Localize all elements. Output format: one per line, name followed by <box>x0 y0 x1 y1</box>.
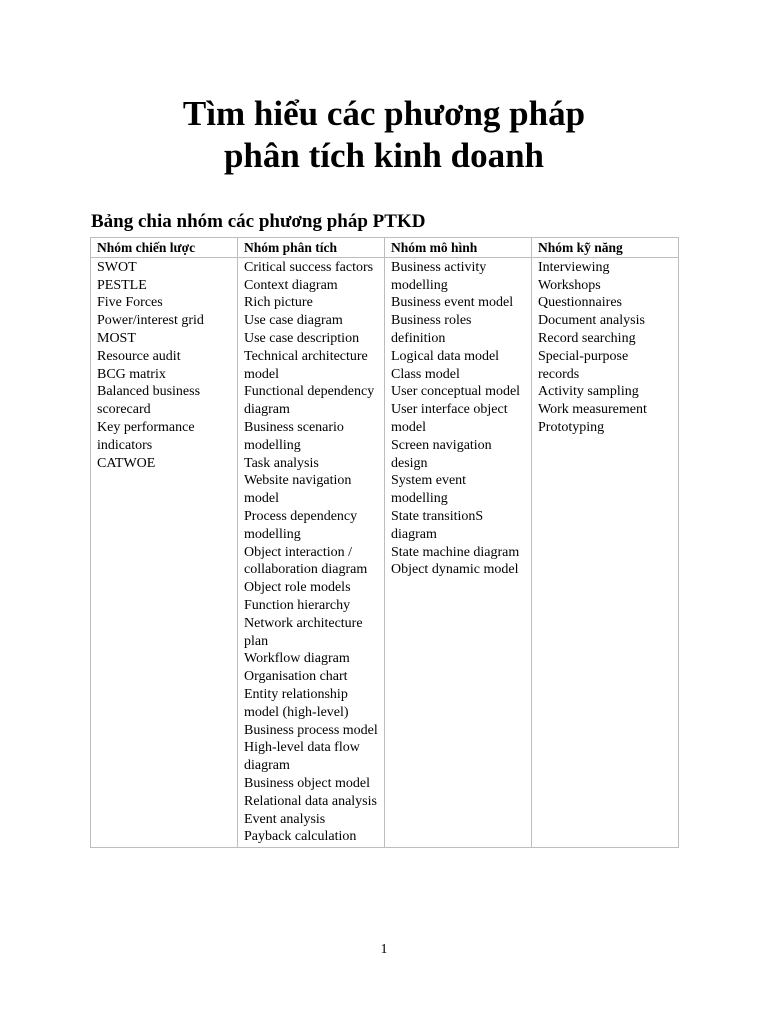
method-item: Business roles definition <box>391 313 472 346</box>
document-title <box>0 93 768 177</box>
method-item: Prototyping <box>538 419 605 435</box>
method-list <box>538 259 672 437</box>
modelling-group-cell <box>385 257 532 847</box>
method-item: Business scenario modelling <box>244 419 344 453</box>
method-item: PESTLE <box>97 277 147 293</box>
method-item: Workflow diagram <box>244 651 350 667</box>
method-item: Five Forces <box>97 295 163 311</box>
method-item: Use case diagram <box>244 313 343 329</box>
method-item: Screen navigation design <box>391 437 492 471</box>
method-item: CATWOE <box>97 455 156 471</box>
method-item: Logical data model <box>391 348 500 364</box>
method-item: State transitionS diagram <box>391 508 484 542</box>
method-item: Business process model <box>244 722 378 738</box>
method-item: Process dependency modelling <box>244 508 358 542</box>
method-item: Critical success factors <box>244 259 374 275</box>
method-item: Workshops <box>538 277 601 293</box>
method-item: Network architecture plan <box>244 615 363 649</box>
methods-table <box>90 237 679 848</box>
method-item: Object role models <box>244 580 351 596</box>
method-item: State machine diagram <box>391 544 520 560</box>
method-item: Business object model <box>244 775 370 791</box>
method-item: BCG matrix <box>97 366 166 382</box>
table-row <box>91 257 679 847</box>
method-item: Payback calculation <box>244 829 357 845</box>
method-item: Business activity modelling <box>391 259 487 293</box>
document-title-line-2: phân tích kinh doanh <box>223 136 545 175</box>
method-item: Document analysis <box>538 313 645 329</box>
method-item: Task analysis <box>244 455 319 471</box>
method-item: Object dynamic model <box>391 562 519 578</box>
method-item: Activity sampling <box>538 384 639 400</box>
table-caption: Bảng chia nhóm các phương pháp PTKD <box>91 211 426 232</box>
method-item: Resource audit <box>97 348 181 364</box>
method-item: Function hierarchy <box>244 597 351 613</box>
header-skills-group: Nhóm kỹ năng <box>532 238 679 258</box>
method-list <box>97 259 231 473</box>
method-item: Organisation chart <box>244 669 348 685</box>
method-item: Key performance indicators <box>97 419 195 453</box>
method-item: User conceptual model <box>391 384 521 400</box>
method-list <box>391 259 525 579</box>
method-item: Website navigation model <box>244 473 352 507</box>
method-item: Context diagram <box>244 277 338 293</box>
analysis-group-cell <box>238 257 385 847</box>
method-item: Technical architecture model <box>244 348 368 382</box>
header-strategy-group: Nhóm chiến lược <box>91 238 238 258</box>
method-item: Functional dependency diagram <box>244 384 375 418</box>
method-item: MOST <box>97 330 136 346</box>
method-item: Object interaction / collaboration diagram <box>244 544 368 578</box>
method-item: Relational data analysis <box>244 793 377 809</box>
method-item: System event modelling <box>391 473 467 507</box>
method-item: SWOT <box>97 259 137 275</box>
page-number: 1 <box>380 942 388 957</box>
method-item: Interviewing <box>538 259 610 275</box>
header-analysis-group: Nhóm phân tích <box>238 238 385 258</box>
table-header-row <box>91 238 679 258</box>
method-item: Business event model <box>391 295 514 311</box>
skills-group-cell <box>532 257 679 847</box>
strategy-group-cell <box>91 257 238 847</box>
method-item: Work measurement <box>538 402 647 418</box>
header-modelling-group: Nhóm mô hình <box>385 238 532 258</box>
document-title-line-1: Tìm hiểu các phương pháp <box>182 94 586 133</box>
method-item: Event analysis <box>244 811 326 827</box>
method-item: Balanced business scorecard <box>97 384 201 418</box>
method-item: Use case description <box>244 330 360 346</box>
method-item: Class model <box>391 366 460 382</box>
method-item: Power/interest grid <box>97 313 204 329</box>
method-item: Questionnaires <box>538 295 622 311</box>
method-item: User interface object model <box>391 402 508 435</box>
method-item: Rich picture <box>244 295 313 311</box>
method-list <box>244 259 378 846</box>
method-item: Special-purpose records <box>538 348 629 382</box>
method-item: High-level data flow diagram <box>244 740 360 774</box>
method-item: Entity relationship model (high-level) <box>244 686 349 720</box>
method-item: Record searching <box>538 330 636 346</box>
